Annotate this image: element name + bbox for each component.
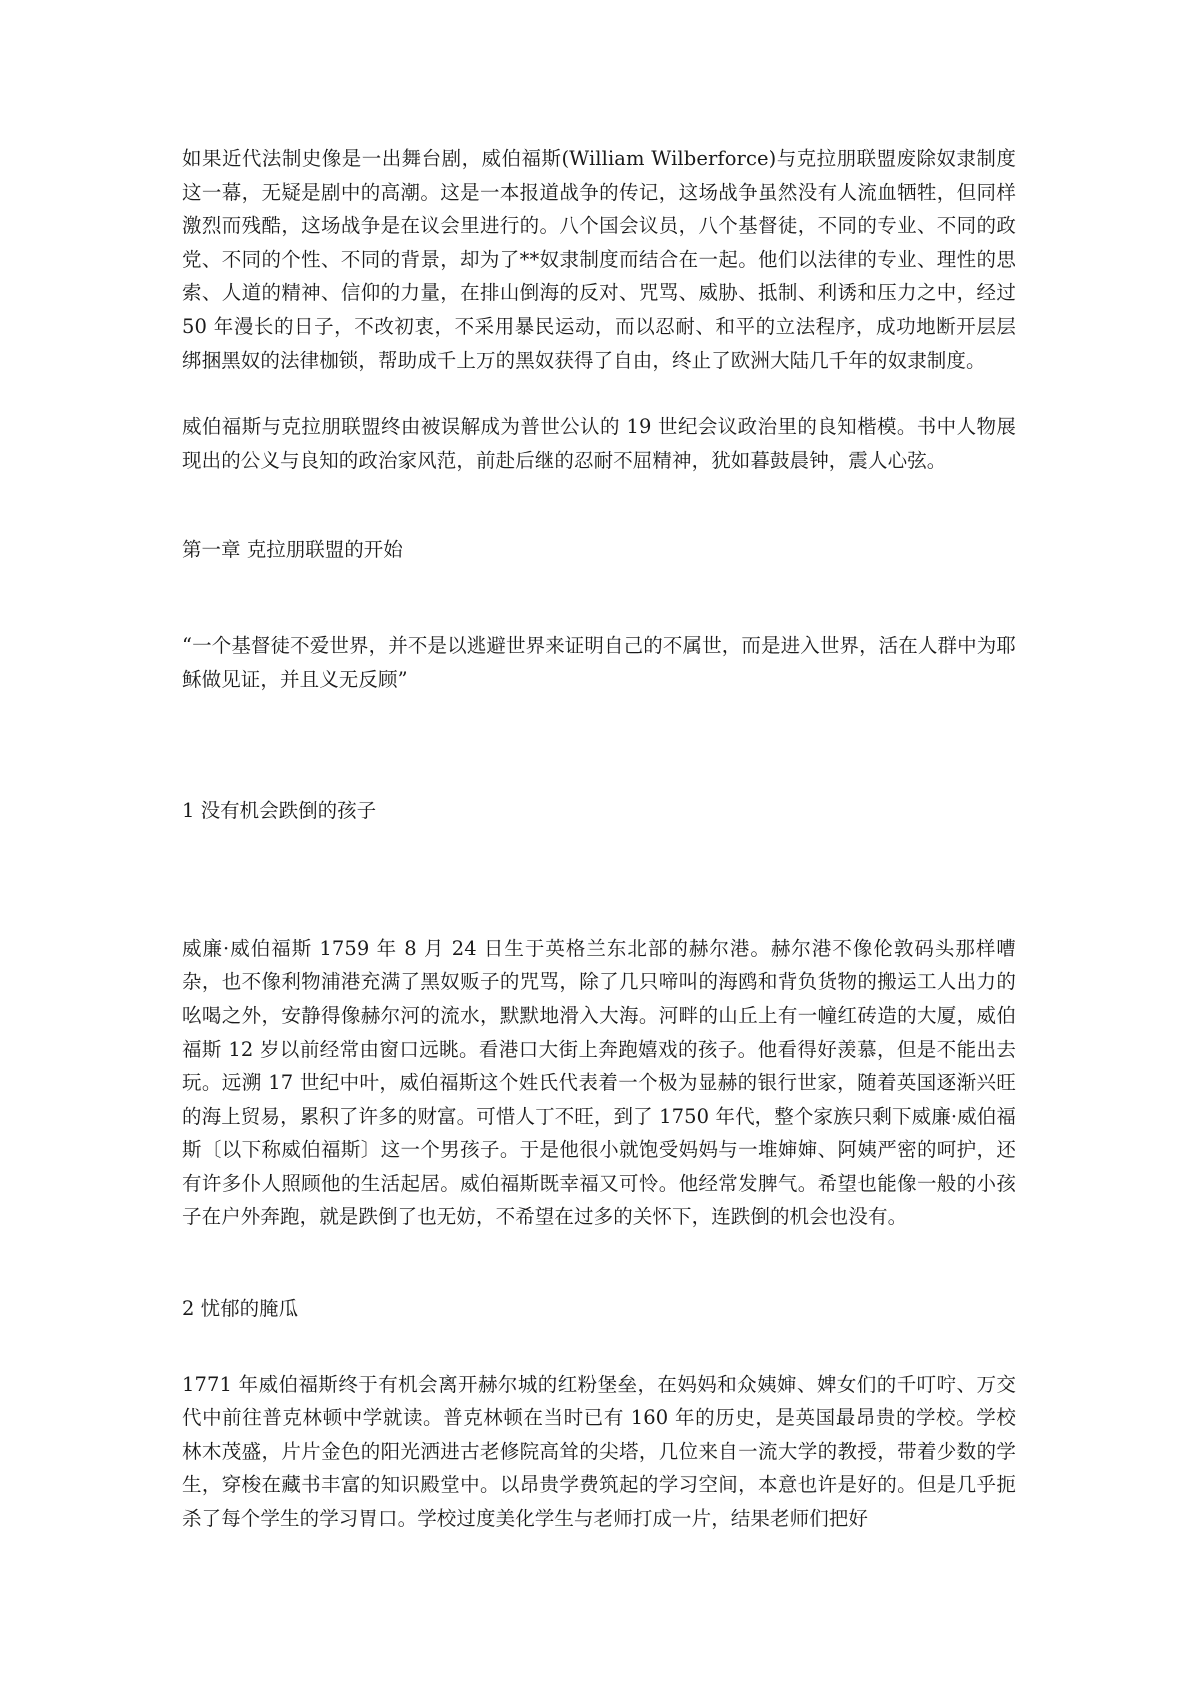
chapter-title: 第一章 克拉朋联盟的开始 bbox=[182, 538, 403, 562]
section-1-heading: 1 没有机会跌倒的孩子 bbox=[182, 799, 377, 823]
spacer bbox=[182, 567, 1016, 629]
section-2-body: 1771 年威伯福斯终于有机会离开赫尔城的红粉堡垒，在妈妈和众姨婶、婢女们的千叮咛、万交代中前往普克林顿中学就读。普克林顿在当时已有 160 年的历史，是英国最昂贵的学校。学校林木茂盛，片片金色的阳光洒进古老修院高耸的尖塔，几位来自一流大学的教授，带着少数的学生，穿梭在藏书丰富的知识殿堂中。以昂贵学费筑起的学习空间，本意也许是好的。但是几乎扼杀了每个学生的学习胃口。学校过度美化学生与老师打成一片，结果老师们把好 bbox=[182, 1372, 1016, 1531]
section-2-heading: 2 忧郁的腌瓜 bbox=[182, 1297, 299, 1321]
spacer bbox=[182, 377, 1016, 410]
intro-paragraph-2: 威伯福斯与克拉朋联盟终由被误解成为普世公认的 19 世纪会议政治里的良知楷模。书中人物展现出的公义与良知的政治家风范，前赴后继的忍耐不屈精神，犹如暮鼓晨钟，震人心弦。 bbox=[182, 415, 1016, 472]
spacer bbox=[182, 1326, 1016, 1368]
chapter-quote: “一个基督徒不爱世界，并不是以逃避世界来证明自己的不属世，而是进入世界，活在人群中为耶稣做见证，并且义无反顾” bbox=[182, 633, 1016, 691]
document-page bbox=[182, 142, 1016, 1536]
intro-paragraph-1: 如果近代法制史像是一出舞台剧，威伯福斯(William Wilberforce)与克拉朋联盟废除奴隶制度这一幕，无疑是剧中的高潮。这是一本报道战争的传记，这场战争虽然没有人流血牺牲，但同样激烈而残酷，这场战争是在议会里进行的。八个国会议员，八个基督徒，不同的专业、不同的政党、不同的个性、不同的背景，却为了**奴隶制度而结合在一起。他们以法律的专业、理性的思索、人道的精神、信仰的力量，在排山倒海的反对、咒骂、威胁、抵制、利诱和压力之中，经过 50 年漫长的日子，不改初衷，不采用暴民运动，而以忍耐、和平的立法程序，成功地断开层层绑捆黑奴的法律枷锁，帮助成千上万的黑奴获得了自由，终止了欧洲大陆几千年的奴隶制度。 bbox=[182, 147, 1016, 372]
spacer bbox=[182, 828, 1016, 932]
spacer bbox=[182, 477, 1016, 533]
spacer bbox=[182, 1234, 1016, 1292]
section-1-body: 威廉·威伯福斯 1759 年 8 月 24 日生于英格兰东北部的赫尔港。赫尔港不像伦敦码头那样嘈杂，也不像利物浦港充满了黑奴贩子的咒骂，除了几只啼叫的海鸥和背负货物的搬运工人出力的吆喝之外，安静得像赫尔河的流水，默默地滑入大海。河畔的山丘上有一幢红砖造的大厦，威伯福斯 12 岁以前经常由窗口远眺。看港口大街上奔跑嬉戏的孩子。他看得好羡慕，但是不能出去玩。远溯 17 世纪中叶，威伯福斯这个姓氏代表着一个极为显赫的银行世家，随着英国逐渐兴旺的海上贸易，累积了许多的财富。可惜人丁不旺，到了 1750 年代，整个家族只剩下威廉·威伯福斯〔以下称威伯福斯〕这一个男孩子。于是他很小就饱受妈妈与一堆婶婶、阿姨严密的呵护，还有许多仆人照顾他的生活起居。威伯福斯既幸福又可怜。他经常发脾气。希望也能像一般的小孩子在户外奔跑，就是跌倒了也无妨，不希望在过多的关怀下，连跌倒的机会也没有。 bbox=[182, 936, 1016, 1229]
spacer bbox=[182, 696, 1016, 794]
